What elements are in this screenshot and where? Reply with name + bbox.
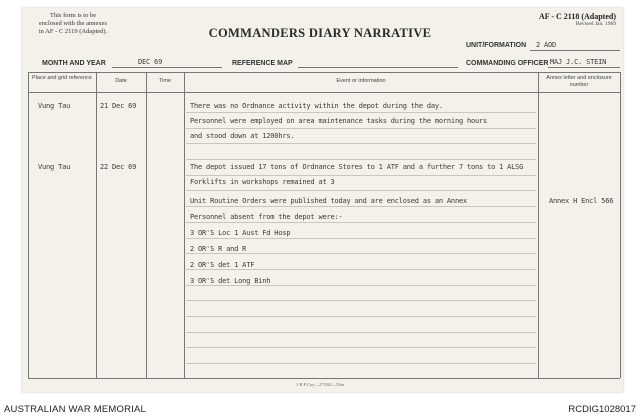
col-header-date: Date: [115, 78, 127, 84]
entry-text: 3 OR'S Loc 1 Aust Fd Hosp: [190, 229, 291, 237]
entry-text: Personnel were employed on area maintenance tasks during the morning hours: [190, 117, 488, 125]
reference-map-label: REFERENCE MAP: [232, 60, 293, 67]
ruled-line: [186, 128, 536, 129]
entry-text: Forklifts in workshops remained at 3: [190, 178, 335, 186]
co-underline: [548, 67, 620, 68]
enclosure-note: This form is to be enclosed with the annexes in AF - C 2119 (Adapted).: [38, 12, 108, 35]
ruled-line: [186, 143, 536, 144]
entry-text: 2 OR'S R and R: [190, 245, 247, 253]
col-rule-annex: [538, 72, 539, 378]
col-header-time: Time: [158, 78, 172, 84]
table-top-rule: [28, 72, 620, 73]
col-rule-date: [96, 72, 97, 378]
ruled-line: [186, 285, 536, 286]
ruled-line: [186, 316, 536, 317]
month-underline: [112, 67, 222, 68]
col-header-event: Event or information: [336, 78, 386, 84]
ruled-line: [186, 206, 536, 207]
entry-text: and stood down at 1200hrs.: [190, 132, 295, 140]
table-bottom-rule: [28, 378, 620, 379]
table-header-rule: [28, 92, 620, 93]
ruled-line: [186, 222, 536, 223]
col-rule-right: [620, 72, 621, 378]
entry-text: There was no Ordnance activity within the depot during the day.: [190, 102, 443, 110]
ruled-line: [186, 238, 536, 239]
entry-text: 2 OR'S det 1 ATF: [190, 261, 255, 269]
ruled-line: [186, 112, 536, 113]
entry-text: The depot issued 17 tons of Ordnance Stores to 1 ATF and a further 7 tons to 1 ALSG: [190, 163, 524, 171]
page-title: COMMANDERS DIARY NARRATIVE: [208, 26, 432, 40]
entry-place: Vung Tau: [38, 163, 71, 171]
unit-formation-value: 2 AOD: [536, 41, 557, 49]
archive-credit: AUSTRALIAN WAR MEMORIAL: [4, 404, 147, 415]
ruled-line: [186, 190, 536, 191]
entry-text: 3 OR'S det Long Binh: [190, 277, 271, 285]
ruled-line: [186, 347, 536, 348]
form-number: AF - C 2118 (Adapted): [538, 12, 616, 21]
month-year-label: MONTH AND YEAR: [42, 60, 106, 67]
map-underline: [298, 67, 458, 68]
entry-text: Unit Routine Orders were published today and are enclosed as an Annex: [190, 197, 467, 205]
entry-place: Vung Tau: [38, 102, 71, 110]
unit-formation-label: UNIT/FORMATION: [466, 42, 527, 49]
col-rule-event: [184, 72, 185, 378]
commanding-officer-label: COMMANDING OFFICER: [466, 60, 549, 67]
entry-date: 22 Dec 69: [100, 163, 137, 171]
entry-text: Personnel absent from the depot were:-: [190, 213, 343, 221]
month-year-value: DEC 69: [138, 58, 163, 66]
printer-line: 1 B P Coy—275/65—55m: [296, 382, 344, 387]
col-rule-left: [28, 72, 29, 378]
ruled-line: [186, 269, 536, 270]
ruled-line: [186, 159, 536, 160]
ruled-line: [186, 253, 536, 254]
unit-underline: [530, 50, 620, 51]
col-header-annex: Annex letter and enclosure number: [546, 75, 612, 88]
archive-id: RCDIG1028017: [568, 404, 636, 415]
col-header-place: Place and grid reference: [32, 75, 92, 81]
ruled-line: [186, 175, 536, 176]
entry-date: 21 Dec 69: [100, 102, 137, 110]
ruled-line: [186, 363, 536, 364]
col-rule-time: [146, 72, 147, 378]
entry-annex: Annex H Encl 566: [549, 197, 614, 205]
commanding-officer-value: MAJ J.C. STEIN: [550, 58, 607, 66]
ruled-line: [186, 332, 536, 333]
revised-date: Revised Jan. 1969: [575, 21, 616, 27]
ruled-line: [186, 300, 536, 301]
